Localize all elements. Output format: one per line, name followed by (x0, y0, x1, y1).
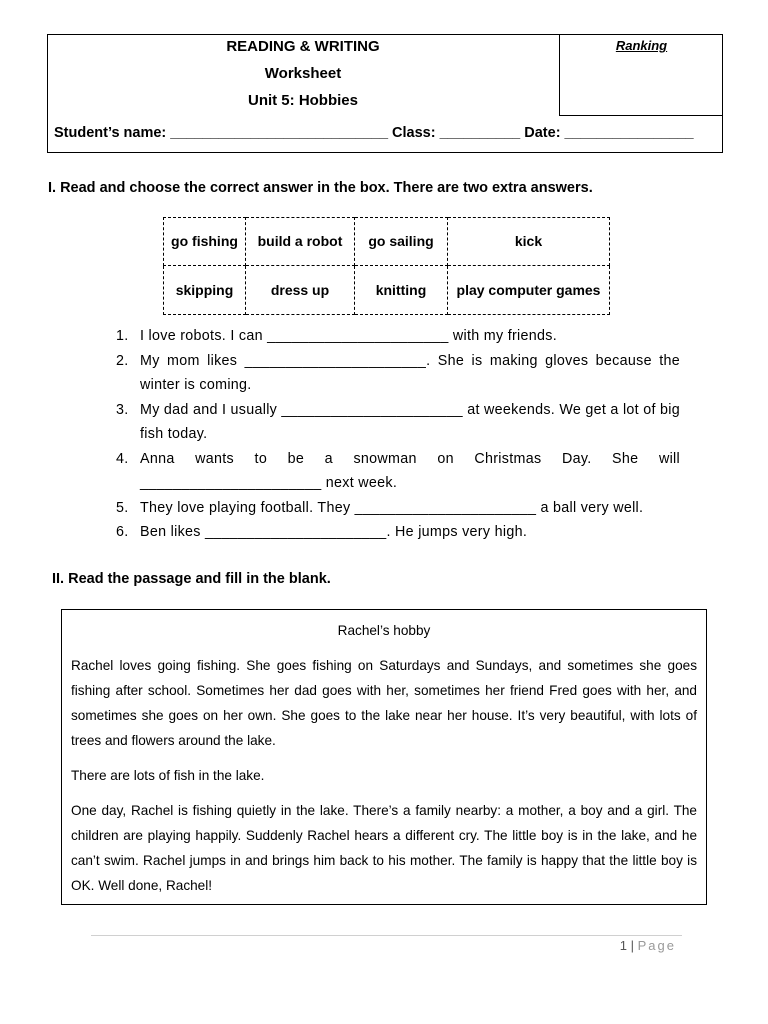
unit-title: Unit 5: Hobbies (247, 92, 358, 109)
question-number: 1. (116, 328, 129, 344)
word-box-cell: skipping (164, 266, 246, 315)
question-number: 5. (116, 499, 129, 516)
worksheet-title: READING & WRITING (226, 38, 380, 55)
question-text: Ben likes ______________________. He jumps very high. (140, 524, 528, 540)
question-item (116, 349, 680, 398)
passage-paragraph: One day, Rachel is fishing quietly in the lake. There’s a family nearby: a mother, a boy and a girl. The children are playing happily. Suddenly Rachel hears a different cry. The little boy is in the lake, and he can’t swim. Rachel jumps in and brings him back to his mother. The family is happy that the little boy is OK. Well done, Rachel! (71, 803, 697, 893)
passage-paragraph: There are lots of fish in the lake. (71, 768, 265, 783)
ranking-box (559, 34, 723, 116)
word-box (163, 217, 610, 315)
word-box-cell: play computer games (448, 266, 610, 315)
passage-box (61, 609, 707, 905)
word-box-cell: dress up (246, 266, 355, 315)
worksheet-subtitle: Worksheet (264, 65, 342, 82)
passage-title: Rachel’s hobby (337, 623, 431, 638)
question-text: My mom likes ______________________. She is making gloves because the winter is coming. (140, 352, 680, 393)
student-info-line: Student’s name: ___________________________ Class: __________ Date: ________________ (54, 125, 694, 141)
question-number: 6. (116, 524, 129, 540)
word-box-cell: knitting (355, 266, 448, 315)
question-number: 4. (116, 450, 129, 467)
word-box-cell: go sailing (355, 218, 448, 266)
question-item (116, 520, 680, 545)
passage-paragraph: Rachel loves going fishing. She goes fishing on Saturdays and Sundays, and sometimes she goes fishing after school. Sometimes her dad goes with her, sometimes her friend Fred goes with her, and sometimes she goes on her own. She goes to the lake near her house. It’s very beautiful, with lots of trees and flowers around the lake. (71, 658, 697, 748)
word-box-cell: go fishing (164, 218, 246, 266)
word-box-cell: build a robot (246, 218, 355, 266)
question-text: I love robots. I can ______________________ with my friends. (140, 328, 557, 344)
section-2-heading: II. Read the passage and fill in the blank. (52, 571, 331, 587)
footer-divider (91, 935, 682, 936)
question-list (116, 324, 680, 545)
question-number: 3. (116, 401, 129, 418)
question-text: They love playing football. They ______________________ a ball very well. (140, 499, 644, 516)
question-item (116, 496, 680, 521)
question-text: Anna wants to be a snowman on Christmas Day. She will ______________________ next week. (140, 450, 680, 491)
question-item (116, 447, 680, 496)
page-word: Page (637, 938, 676, 953)
question-item (116, 324, 680, 349)
ranking-label: Ranking (615, 38, 668, 53)
page-number: 1 (619, 938, 628, 953)
question-number: 2. (116, 352, 129, 369)
page-footer (620, 938, 676, 953)
word-box-cell: kick (448, 218, 610, 266)
question-text: My dad and I usually ______________________ at weekends. We get a lot of big fish today. (140, 401, 680, 442)
section-1-heading: I. Read and choose the correct answer in the box. There are two extra answers. (48, 180, 593, 196)
footer-separator: | (627, 938, 638, 953)
question-item (116, 398, 680, 447)
